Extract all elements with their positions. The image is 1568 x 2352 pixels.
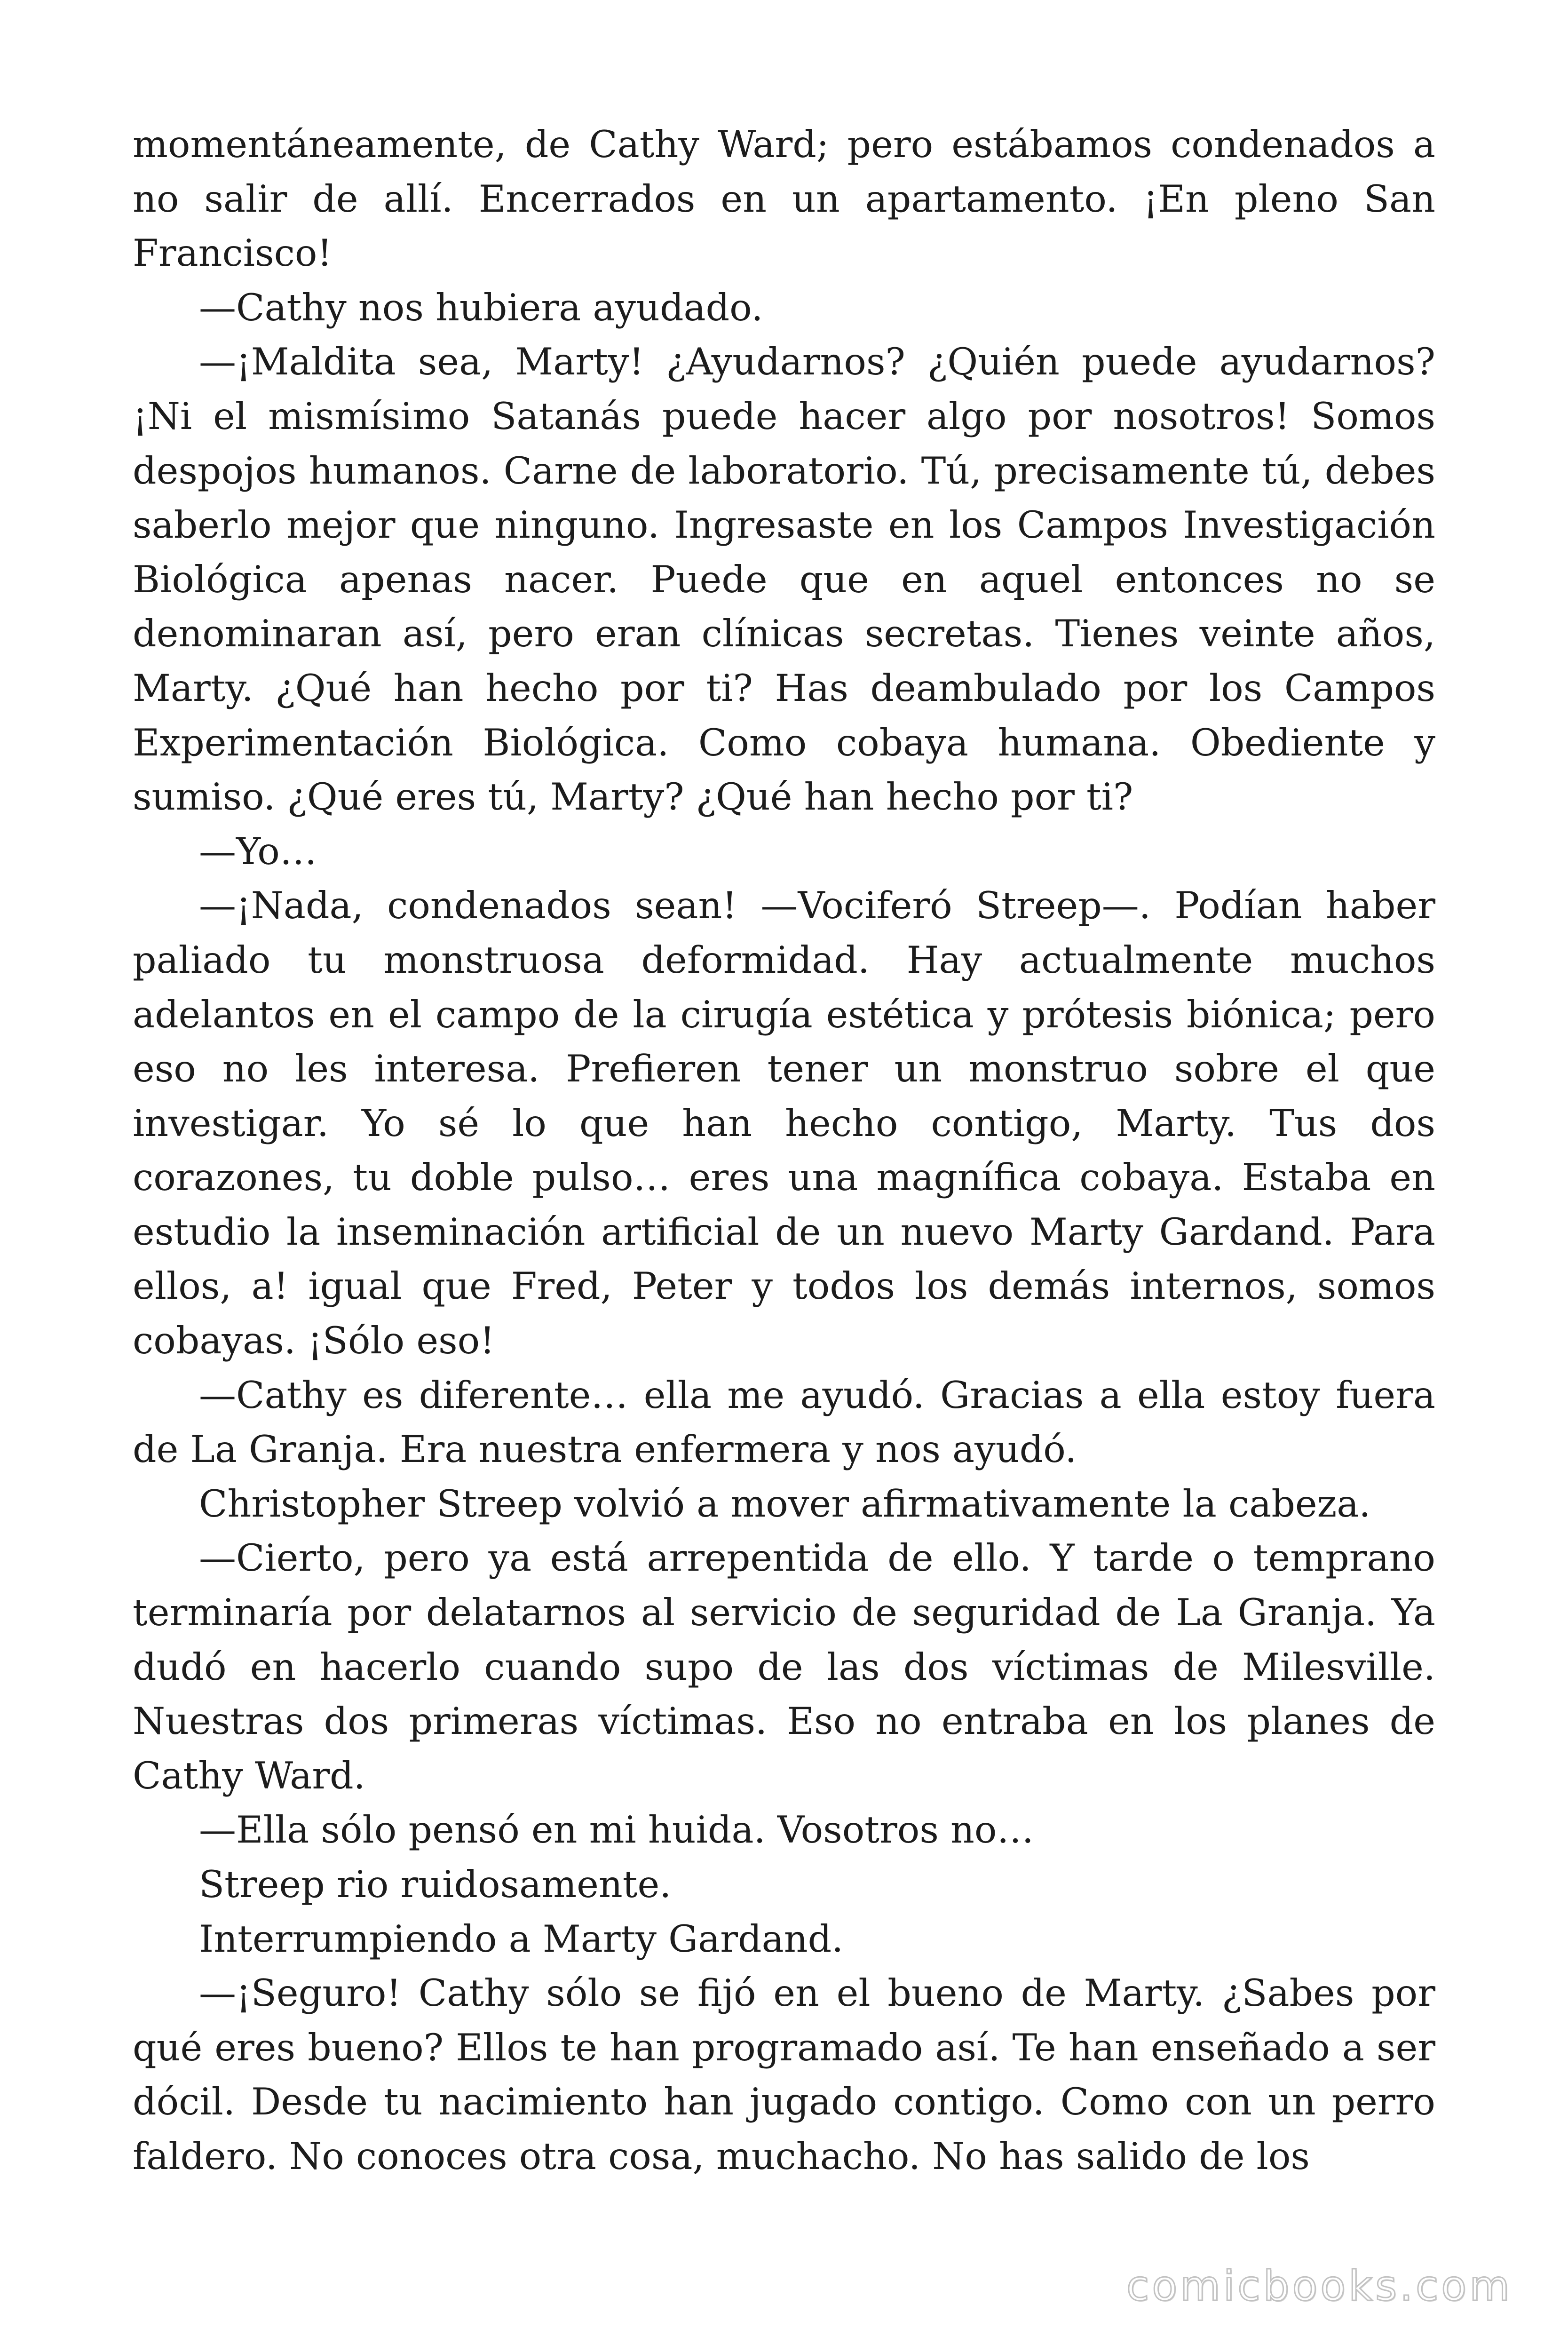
paragraph-continuation: momentáneamente, de Cathy Ward; pero estábamos condenados a no salir de allí. Encerrados en un apartamento. ¡En pleno San Francisco! [133, 123, 1435, 275]
watermark: comicbooks.com [1126, 2262, 1513, 2310]
paragraph: —¡Nada, condenados sean! —Vociferó Streep—. Podían haber paliado tu monstruosa deformidad. Hay actualmente muchos adelantos en el campo de la cirugía estética y prótesis biónica; pero eso no les interesa. Prefieren tener un monstruo sobre el que investigar. Yo sé lo que han hecho contigo, Marty. Tus dos corazones, tu doble pulso… eres una magnífica cobaya. Estaba en estudio la inseminación artificial de un nuevo Marty Gardand. Para ellos, a! igual que Fred, Peter y todos los demás internos, somos cobayas. ¡Sólo eso! [133, 884, 1435, 1363]
paragraph: —Cathy nos hubiera ayudado. [199, 286, 763, 329]
paragraph: —¡Seguro! Cathy sólo se fijó en el bueno de Marty. ¿Sabes por qué eres bueno? Ellos te han programado así. Te han enseñado a ser dócil. Desde tu nacimiento han jugado contigo. Como con un perro faldero. No conoces otra cosa, muchacho. No has salido de los [133, 1971, 1435, 2178]
paragraph: —¡Maldita sea, Marty! ¿Ayudarnos? ¿Quién puede ayudarnos? ¡Ni el mismísimo Satanás puede hacer algo por nosotros! Somos despojos humanos. Carne de laboratorio. Tú, precisamente tú, debes saberlo mejor que ninguno. Ingresaste en los Campos Investigación Biológica apenas nacer. Puede que en aquel entonces no se denominaran así, pero eran clínicas secretas. Tienes veinte años, Marty. ¿Qué han hecho por ti? Has deambulado por los Campos Experimentación Biológica. Como cobaya humana. Obediente y sumiso. ¿Qué eres tú, Marty? ¿Qué han hecho por ti? [133, 340, 1435, 819]
paragraph: —Yo… [199, 829, 317, 873]
paragraph: Interrumpiendo a Marty Gardand. [199, 1917, 844, 1961]
paragraph: Streep rio ruidosamente. [199, 1863, 672, 1906]
paragraph: —Cierto, pero ya está arrepentida de ello. Y tarde o temprano terminaría por delatarnos al servicio de seguridad de La Granja. Ya dudó en hacerlo cuando supo de las dos víctimas de Milesville. Nuestras dos primeras víctimas. Eso no entraba en los planes de Cathy Ward. [133, 1536, 1435, 1797]
page-body [133, 118, 1435, 2184]
paragraph: —Ella sólo pensó en mi huida. Vosotros no… [199, 1808, 1034, 1852]
paragraph: —Cathy es diferente… ella me ayudó. Gracias a ella estoy fuera de La Granja. Era nuestra enfermera y nos ayudó. [133, 1373, 1435, 1471]
paragraph: Christopher Streep volvió a mover afirmativamente la cabeza. [199, 1482, 1371, 1526]
